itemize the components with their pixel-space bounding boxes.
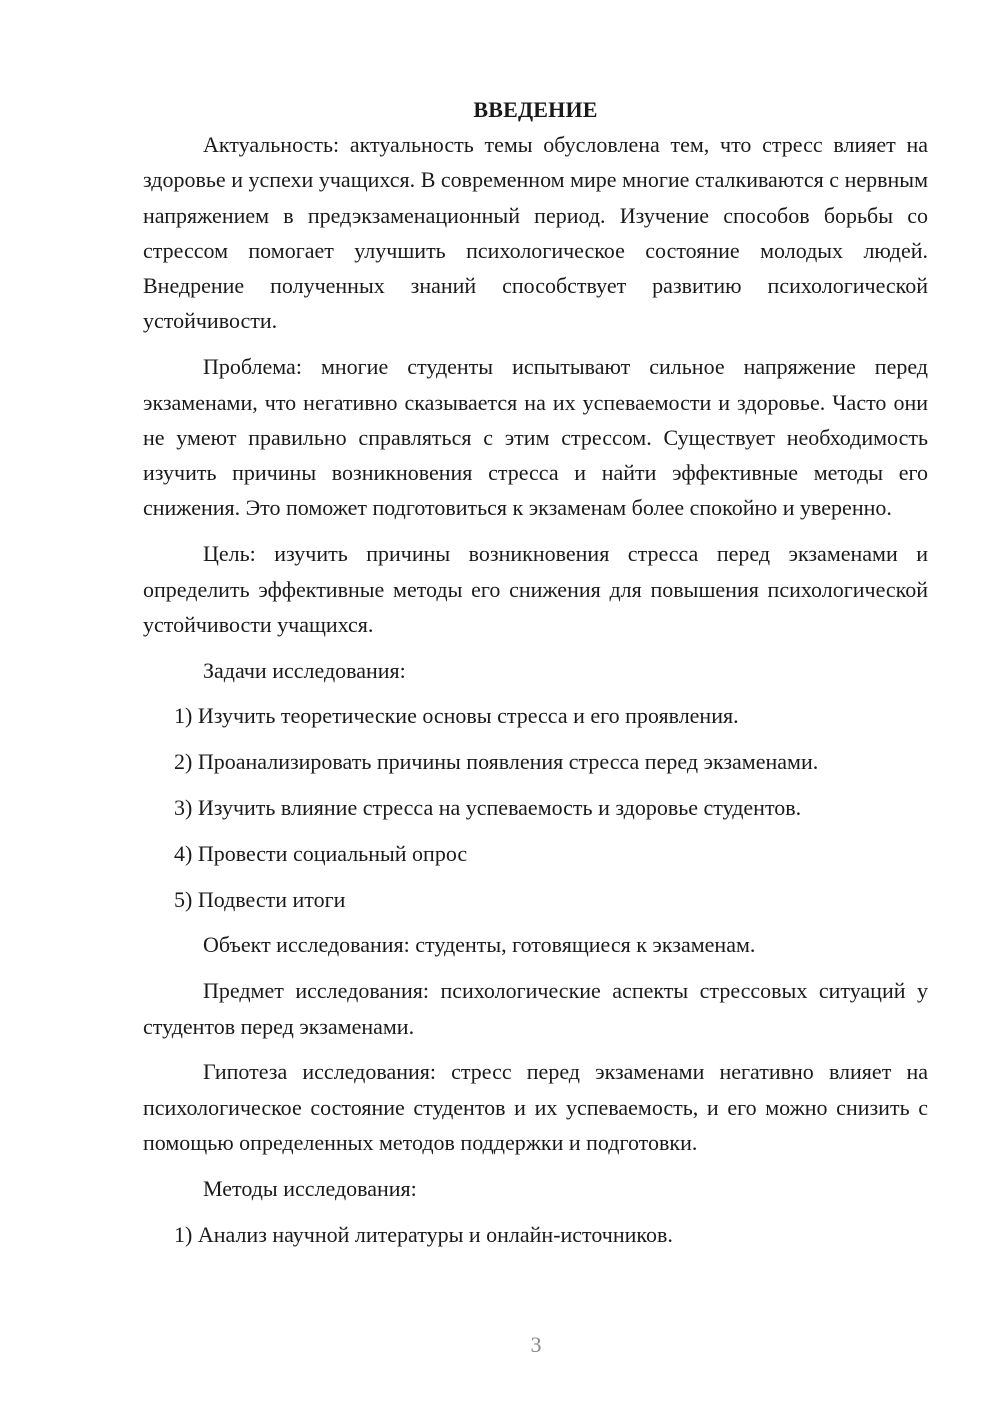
task-item: 1) Изучить теоретические основы стресса и его проявления. <box>174 703 739 729</box>
page-number: 3 <box>530 1332 542 1357</box>
tasks-title: Задачи исследования: <box>203 657 406 683</box>
subject-paragraph: Предмет исследования: психологические аспекты стрессовых ситуаций у студентов перед экзаменами. <box>143 978 928 1039</box>
hypothesis-paragraph: Гипотеза исследования: стресс перед экзаменами негативно влияет на психологическое состояние студентов и их успеваемость, и его можно снизить с помощью определенных методов поддержки и подготовки. <box>143 1059 928 1155</box>
object-paragraph: Объект исследования: студенты, готовящиеся к экзаменам. <box>203 932 756 958</box>
goal-paragraph: Цель: изучить причины возникновения стресса перед экзаменами и определить эффективные методы его снижения для повышения психологической устойчивости учащихся. <box>143 541 928 637</box>
problem-paragraph: Проблема: многие студенты испытывают сильное напряжение перед экзаменами, что негативно сказывается на их успеваемости и здоровье. Часто они не умеют правильно справляться с этим стрессом. Существует необходимость изучить причины возникновения стресса и найти эффективные методы его снижения. Это поможет подготовиться к экзаменам более спокойно и уверенно. <box>143 354 928 521</box>
task-item: 3) Изучить влияние стресса на успеваемость и здоровье студентов. <box>174 795 802 821</box>
page-title: ВВЕДЕНИЕ <box>473 97 598 122</box>
task-item: 5) Подвести итоги <box>174 886 346 912</box>
relevance-paragraph: Актуальность: актуальность темы обусловлена тем, что стресс влияет на здоровье и успехи учащихся. В современном мире многие сталкиваются с нервным напряжением в предэкзаменационный период. Изучение способов борьбы со стрессом помогает улучшить психологическое состояние молодых людей. Внедрение полученных знаний способствует развитию психологической устойчивости. <box>143 132 928 334</box>
method-item: 1) Анализ научной литературы и онлайн-источников. <box>174 1221 673 1247</box>
task-item: 2) Проанализировать причины появления стресса перед экзаменами. <box>174 749 819 775</box>
task-item: 4) Провести социальный опрос <box>174 840 468 866</box>
text-column <box>143 92 928 1252</box>
methods-title: Методы исследования: <box>203 1175 417 1201</box>
